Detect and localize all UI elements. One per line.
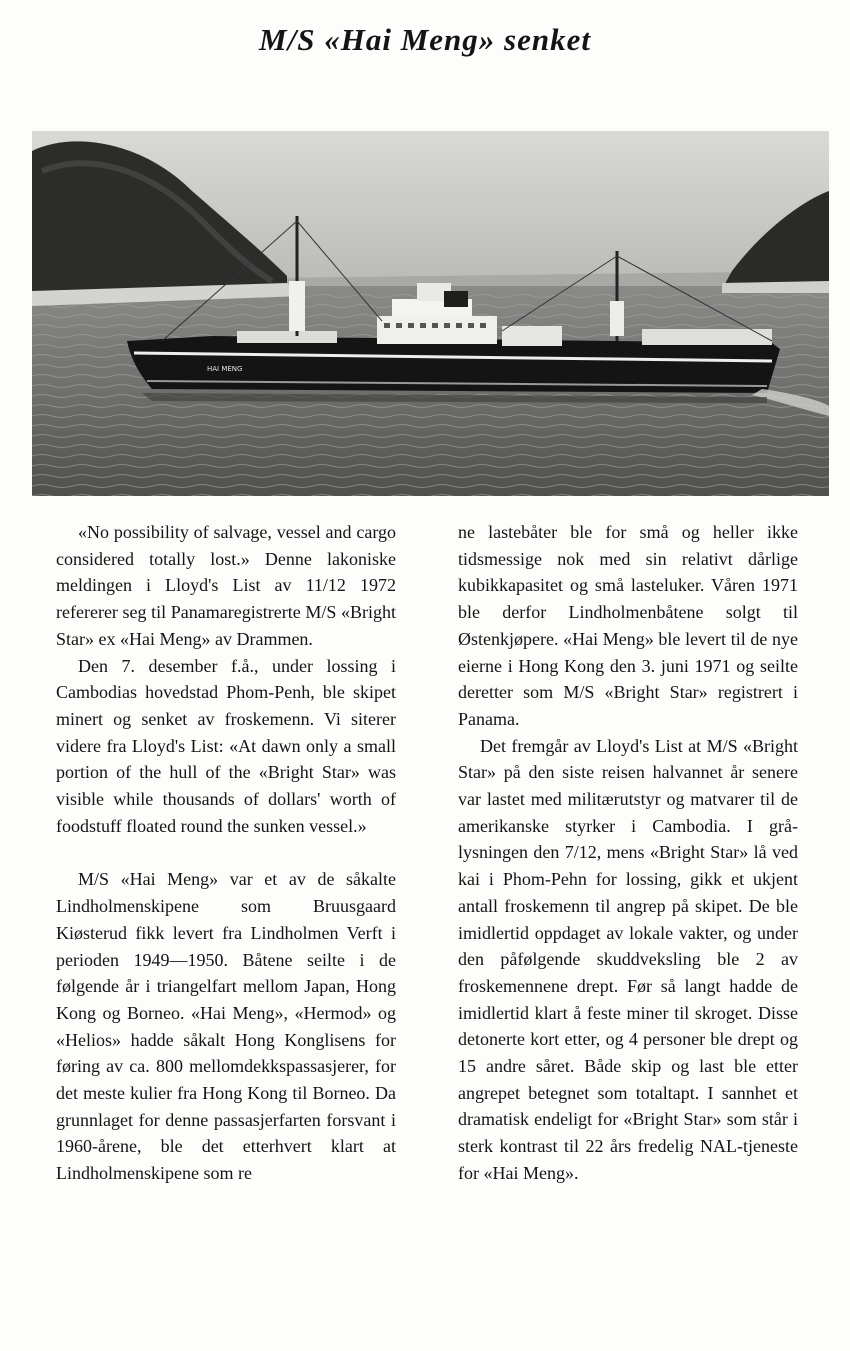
- paragraph: Den 7. desember f.å., under lossing i Cambodias hovedstad Phom-Penh, ble skipet minert og senket av froskemenn. Vi siterer videre fra Lloyd's List: «At dawn only a small portion of the hull of the «Bright Star» was visible while thousands of dollars' worth of foodstuff floated round the sunken vessel.»: [56, 655, 396, 836]
- right-column: [458, 519, 798, 1187]
- paragraph: «No possibility of salvage, vessel and cargo considered totally lost.» Denne lakoniske meldingen i Lloyd's List av 11/12 1972 refererer seg til Panamaregistrerte M/S «Bright Star» ex «Hai Meng» av Drammen.: [56, 522, 396, 649]
- paragraph: M/S «Hai Meng» var et av de såkalte Lindholmenskipene som Bruusgaard Kiøsterud fikk levert fra Lindholmen Verft i perioden 1949—1950. Båtene seilte i de følgende år i triangelfart mellom Japan, Hong Kong og Borneo. «Hai Meng», «Hermod» og «Helios» hadde såkalt Hong Konglisens for føring av ca. 800 mellomdekkspassasjerer, for det meste kulier fra Hong Kong til Borneo. Da grunnlaget for denne passasjerfarten forsvant i 1960-årene, ble det etterhvert klart at Lindholmenskipene som re: [56, 869, 396, 1184]
- paragraph: ne lastebåter ble for små og heller ikke tidsmessige nok med sin relativt dårlige kubikkapasitet og små lasteluker. Våren 1971 ble derfor Lindholmenbåtene solgt til Østenkjøpere. «Hai Meng» ble levert til de nye eierne i Hong Kong den 3. juni 1971 og seilte deretter som M/S «Bright Star» registrert i Panama.: [458, 522, 798, 729]
- left-column: [56, 519, 396, 1187]
- ship-photo: [32, 131, 829, 496]
- ship-photo-drawing: [32, 131, 829, 496]
- hull-lettering: HAI MENG: [207, 365, 243, 373]
- article-title: M/S «Hai Meng» senket: [259, 22, 591, 57]
- paragraph: Det fremgår av Lloyd's List at M/S «Bright Star» på den siste reisen halvannet år senere var lastet med militærutstyr og matvarer til de amerikanske styrker i Cambodia. I grålysningen den 7/12, mens «Bright Star» lå ved kai i Phom-Pehn for lossing, gikk et ukjent antall froskemenn til angrep på skipet. De ble imidlertid oppdaget av lokale vakter, og under den påfølgende skuddveksling ble 2 av froskemennene drept. Før så langt hadde de imidlertid klart å feste miner til skroget. Disse detonerte kort etter, og 4 personer ble drept og 15 andre såret. Både skip og last ble etter angrepet betegnet som totaltapt. I sannhet et dramatisk endeligt for «Bright Star» som står i sterk kontrast til 22 års fredelig NAL-tjeneste for «Hai Meng».: [458, 735, 798, 1183]
